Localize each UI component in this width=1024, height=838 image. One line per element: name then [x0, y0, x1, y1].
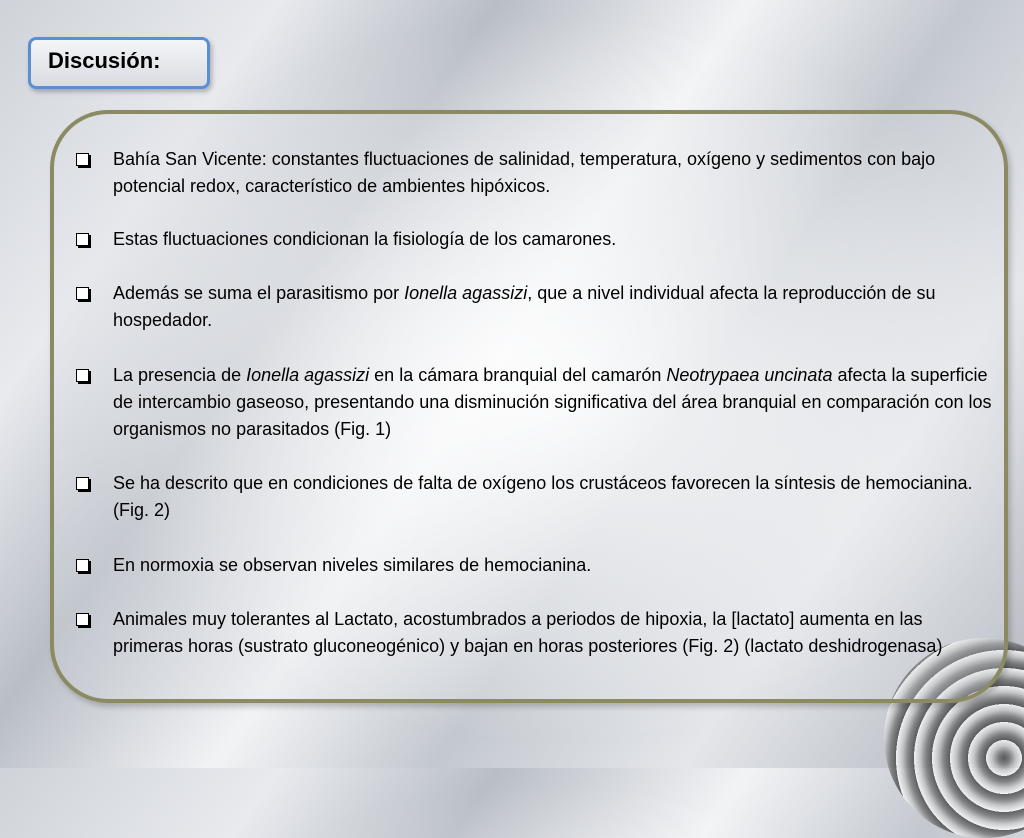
- bullet-item: [113, 552, 993, 579]
- slide-title: Discusión:: [48, 48, 161, 73]
- bullet-item: [113, 226, 993, 253]
- bullet-item: [113, 606, 993, 660]
- bullet-item: [113, 362, 993, 443]
- bullet-text: [113, 280, 993, 334]
- bullet-text: [113, 362, 993, 443]
- species-name: Ionella agassizi: [404, 283, 528, 303]
- checkbox-bullet-icon: [76, 153, 89, 166]
- species-name: Neotrypaea uncinata: [666, 365, 833, 385]
- bullet-text: [113, 146, 993, 200]
- bullet-text-segment: Bahía San Vicente: constantes fluctuaciones de salinidad, temperatura, oxígeno y sedimentos con bajo potencial redox, característico de ambientes hipóxicos.: [113, 149, 936, 196]
- species-name: Ionella agassizi: [246, 365, 370, 385]
- content-box: [50, 110, 1008, 703]
- bullet-text-segment: Estas fluctuaciones condicionan la fisiología de los camarones.: [113, 229, 617, 249]
- bullet-text-segment: afecta la superficie de intercambio gaseoso, presentando una disminución significativa del área branquial en comparación con los organismos no parasitados (Fig. 1): [113, 365, 992, 439]
- bullet-item: [113, 146, 993, 200]
- bullet-text: [113, 470, 993, 524]
- bullet-text-segment: , que a nivel individual afecta la reproducción de su hospedador.: [113, 283, 936, 330]
- bullet-item: [113, 280, 993, 334]
- bullet-text-segment: Animales muy tolerantes al Lactato, acostumbrados a periodos de hipoxia, la [lactato] aumenta en las primeras horas (sustrato gluconeogénico) y bajan en horas posteriores (Fig. 2) (lactato deshidrogenasa): [113, 609, 943, 656]
- bullet-text: [113, 552, 993, 579]
- bullet-text-segment: En normoxia se observan niveles similares de hemocianina.: [113, 555, 592, 575]
- title-box: [28, 37, 210, 89]
- bullet-text-segment: Se ha descrito que en condiciones de falta de oxígeno los crustáceos favorecen la síntesis de hemocianina. (Fig. 2): [113, 473, 973, 520]
- bullet-list: [54, 114, 1004, 699]
- bullet-item: [113, 470, 993, 524]
- checkbox-bullet-icon: [76, 559, 89, 572]
- checkbox-bullet-icon: [76, 287, 89, 300]
- checkbox-bullet-icon: [76, 233, 89, 246]
- bullet-text: [113, 226, 993, 253]
- bullet-text-segment: en la cámara branquial del camarón: [369, 365, 667, 385]
- checkbox-bullet-icon: [76, 369, 89, 382]
- bullet-text-segment: La presencia de: [113, 365, 247, 385]
- checkbox-bullet-icon: [76, 477, 89, 490]
- bullet-text-segment: Además se suma el parasitismo por: [113, 283, 405, 303]
- bullet-text: [113, 606, 993, 660]
- checkbox-bullet-icon: [76, 613, 89, 626]
